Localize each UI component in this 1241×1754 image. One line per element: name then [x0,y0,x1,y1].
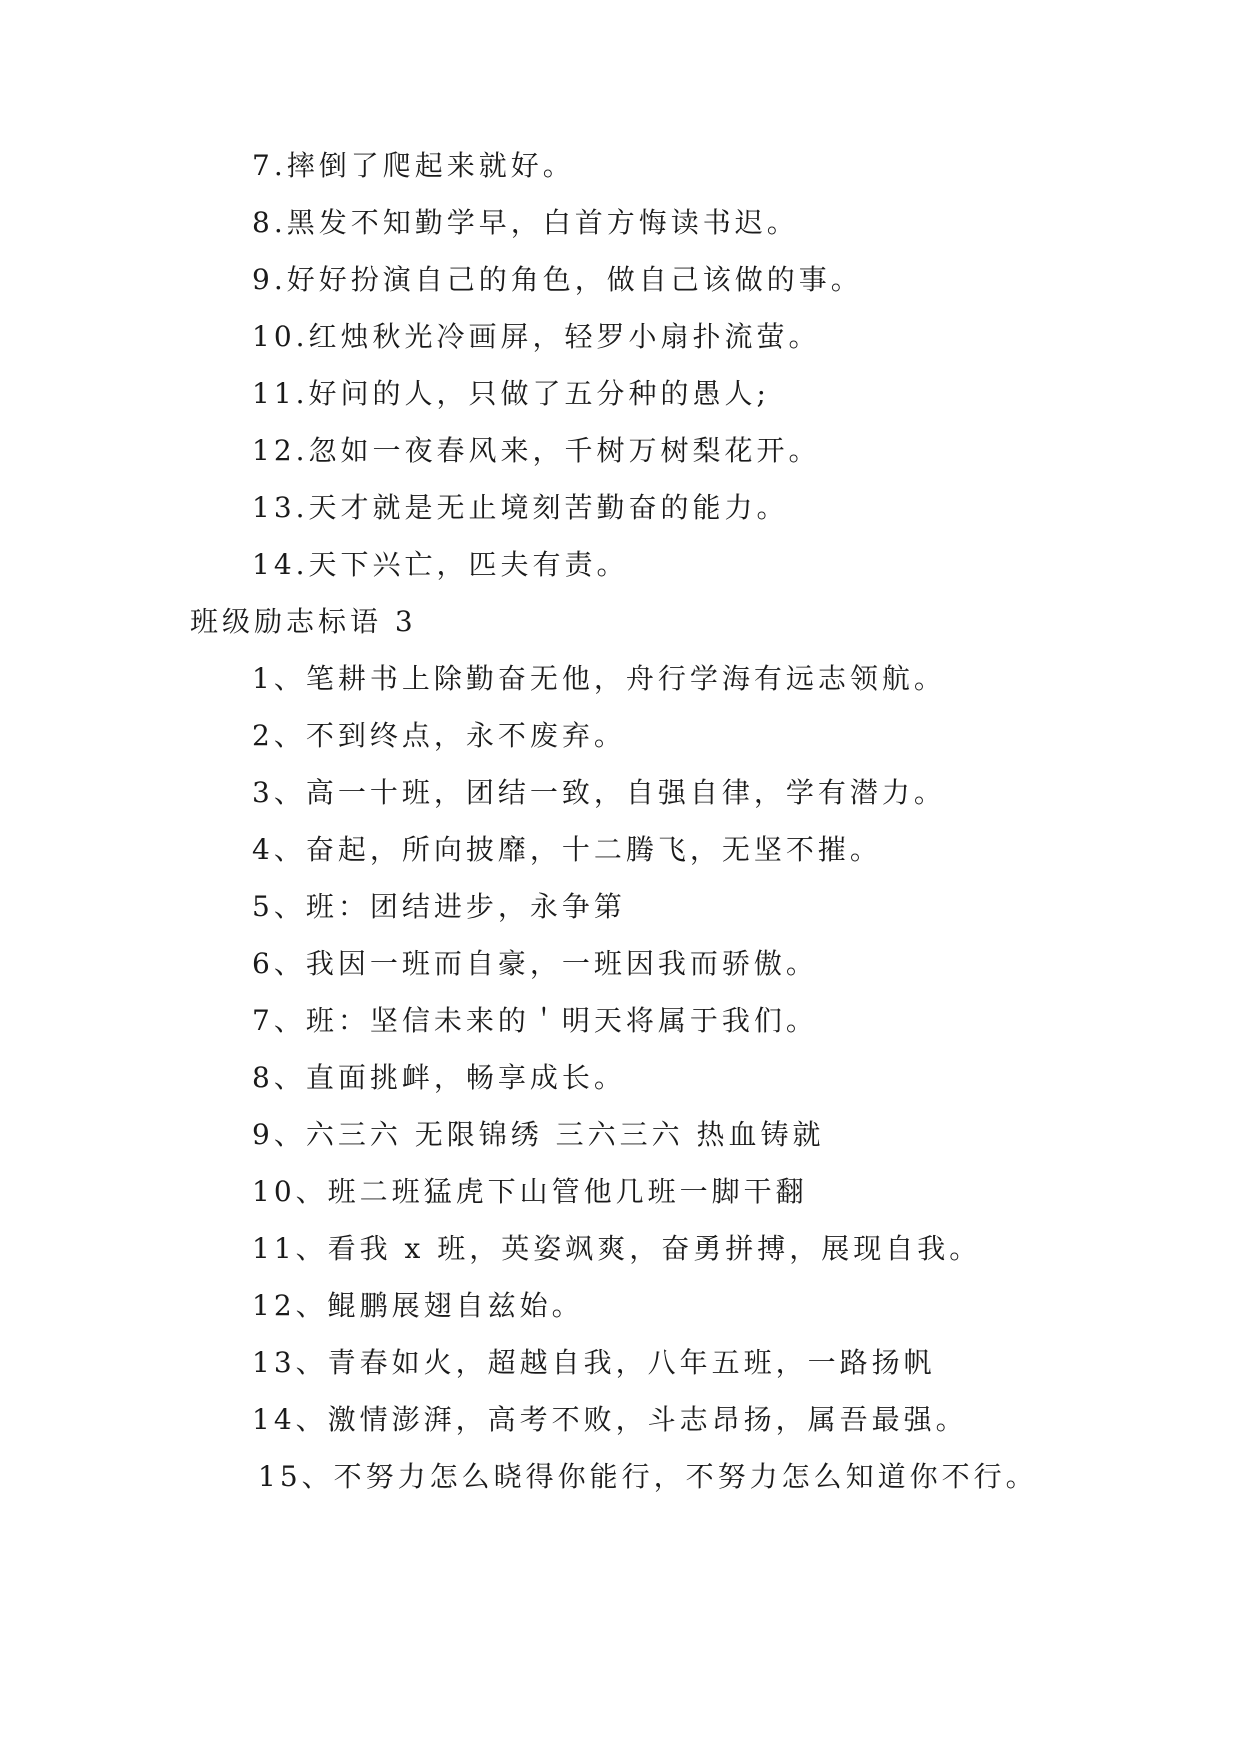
list-item: 5、班：团结进步，永争第 [252,890,626,923]
list-item: 7.摔倒了爬起来就好。 [252,149,575,182]
list-item: 6、我因一班而自豪，一班因我而骄傲。 [252,947,818,980]
list-item: 12.忽如一夜春风来，千树万树梨花开。 [252,434,821,467]
list-item: 10.红烛秋光冷画屏，轻罗小扇扑流萤。 [252,320,821,353]
list-item: 12、鲲鹏展翅自兹始。 [252,1289,584,1322]
section-heading: 班级励志标语 3 [190,605,417,638]
list-item: 11、看我 x 班，英姿飒爽，奋勇拼搏，展现自我。 [252,1232,982,1265]
list-item: 10、班二班猛虎下山管他几班一脚干翻 [252,1175,808,1208]
list-item: 7、班：坚信未来的＇明天将属于我们。 [252,1004,818,1037]
list-item: 14、激情澎湃，高考不败，斗志昂扬，属吾最强。 [252,1403,968,1436]
list-item: 11.好问的人，只做了五分种的愚人; [252,377,770,410]
list-item: 1、笔耕书上除勤奋无他，舟行学海有远志领航。 [252,662,946,695]
list-item: 14.天下兴亡，匹夫有责。 [252,548,629,581]
list-item: 2、不到终点，永不废弃。 [252,719,626,752]
list-item: 4、奋起，所向披靡，十二腾飞，无坚不摧。 [252,833,882,866]
list-item: 8、直面挑衅，畅享成长。 [252,1061,626,1094]
list-item: 9、六三六 无限锦绣 三六三六 热血铸就 [252,1118,825,1151]
list-item: 13、青春如火，超越自我，八年五班，一路扬帆 [252,1346,936,1379]
list-item: 13.天才就是无止境刻苦勤奋的能力。 [252,491,789,524]
list-item: 15、不努力怎么晓得你能行，不努力怎么知道你不行。 [258,1460,1038,1493]
list-item: 8.黑发不知勤学早，白首方悔读书迟。 [252,206,799,239]
list-item: 3、高一十班，团结一致，自强自律，学有潜力。 [252,776,946,809]
list-item: 9.好好扮演自己的角色，做自己该做的事。 [252,263,863,296]
